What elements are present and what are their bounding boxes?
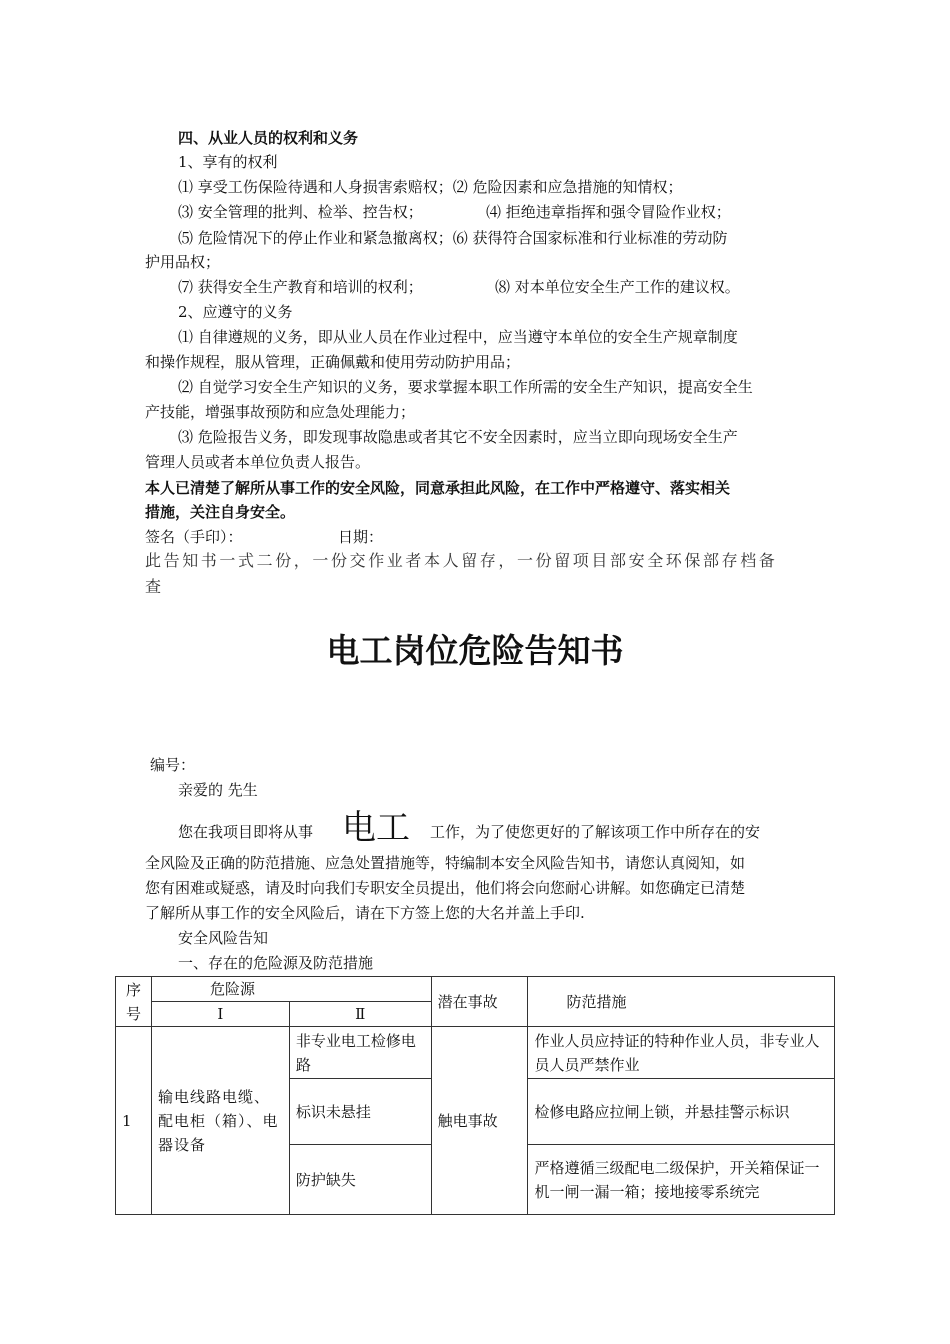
header-seq: 序号 — [116, 977, 152, 1027]
hazard-heading: 一、存在的危险源及防范措施 — [178, 954, 374, 972]
row-hazard-sub: 防护缺失 — [289, 1145, 431, 1215]
intro-prefix: 您在我项目即将从事 — [178, 823, 314, 841]
table-row — [116, 1027, 835, 1079]
header-accident: 潜在事故 — [431, 977, 528, 1027]
job-name: 电工 — [342, 808, 410, 848]
rights-line: 护用品权； — [145, 253, 221, 271]
row-hazard-main: 输电线路电缆、配电柜（箱）、电器设备 — [151, 1027, 289, 1215]
table-header-row — [116, 977, 835, 1002]
duties-line: 和操作规程，服从管理，正确佩戴和使用劳动防护用品； — [145, 353, 521, 371]
date-label: 日期： — [338, 528, 384, 546]
duties-line: 管理人员或者本单位负责人报告。 — [145, 453, 371, 471]
row-hazard-sub: 标识未悬挂 — [289, 1079, 431, 1145]
rights-heading: 1、享有的权利 — [178, 153, 278, 171]
intro-line: 全风险及正确的防范措施、应急处置措施等，特编制本安全风险告知书，请您认真阅知，如 — [145, 854, 746, 872]
number-label: 编号： — [150, 756, 196, 774]
header-hazard-label: 危险源 — [209, 980, 255, 998]
intro-line: 了解所从事工作的安全风险后，请在下方签上您的大名并盖上手印. — [145, 904, 585, 922]
duties-line: ⑶ 危险报告义务，即发现事故隐患或者其它不安全因素时，应当立即向现场安全生产 — [178, 428, 738, 446]
duties-line: ⑴ 自律遵规的义务，即从业人员在作业过程中，应当遵守本单位的安全生产规章制度 — [178, 328, 738, 346]
greeting: 亲爱的 先生 — [178, 781, 258, 799]
header-measures-label: 防范措施 — [566, 992, 627, 1011]
copy-note: 查 — [145, 577, 164, 596]
copy-note: 此告知书一式二份，一份交作业者本人留存，一份留项目部安全环保部存档备 — [145, 551, 778, 570]
duties-heading: 2、应遵守的义务 — [178, 303, 293, 321]
intro-line: 您有困难或疑惑，请及时向我们专职安全员提出，他们将会向您耐心讲解。如您确定已清楚 — [145, 879, 746, 897]
rights-line: ⑶ 安全管理的批判、检举、控告权； — [178, 203, 423, 221]
rights-line: ⑸ 危险情况下的停止作业和紧急撤离权；⑹ 获得符合国家标准和行业标准的劳动防 — [178, 229, 728, 247]
row-measure: 检修电路应拉闸上锁，并悬挂警示标识 — [528, 1079, 835, 1145]
statement-line: 本人已清楚了解所从事工作的安全风险，同意承担此风险，在工作中严格遵守、落实相关 — [145, 479, 731, 497]
header-level-1: Ⅰ — [151, 1002, 289, 1027]
rights-line: ⑻ 对本单位安全生产工作的建议权。 — [495, 278, 740, 296]
duties-line: 产技能，增强事故预防和应急处理能力； — [145, 403, 416, 421]
duties-line: ⑵ 自觉学习安全生产知识的义务，要求掌握本职工作所需的安全生产知识，提高安全生 — [178, 378, 753, 396]
hazard-table — [115, 976, 835, 1215]
header-hazard — [151, 977, 431, 1002]
notice-heading: 安全风险告知 — [178, 929, 269, 947]
row-hazard-sub: 非专业电工检修电路 — [289, 1027, 431, 1079]
rights-line: ⑺ 获得安全生产教育和培训的权利； — [178, 278, 423, 296]
row-measure: 严格遵循三级配电二级保护，开关箱保证一机一闸一漏一箱；接地接零系统完 — [528, 1145, 835, 1215]
header-level-2: Ⅱ — [289, 1002, 431, 1027]
intro-line: 工作，为了使您更好的了解该项工作中所存在的安 — [430, 823, 761, 841]
rights-line: ⑴ 享受工伤保险待遇和人身损害索赔权；⑵ 危险因素和应急措施的知情权； — [178, 178, 683, 196]
section-heading: 四、从业人员的权利和义务 — [178, 129, 359, 147]
statement-line: 措施，关注自身安全。 — [145, 503, 296, 521]
row-measure: 作业人员应持证的特种作业人员，非专业人员人员严禁作业 — [528, 1027, 835, 1079]
row-accident: 触电事故 — [431, 1027, 528, 1215]
rights-line: ⑷ 拒绝违章指挥和强令冒险作业权； — [486, 203, 731, 221]
row-seq: 1 — [116, 1027, 152, 1215]
document-title: 电工岗位危险告知书 — [326, 631, 624, 670]
header-measures — [528, 977, 835, 1027]
signature-label: 签名（手印）： — [145, 528, 243, 546]
